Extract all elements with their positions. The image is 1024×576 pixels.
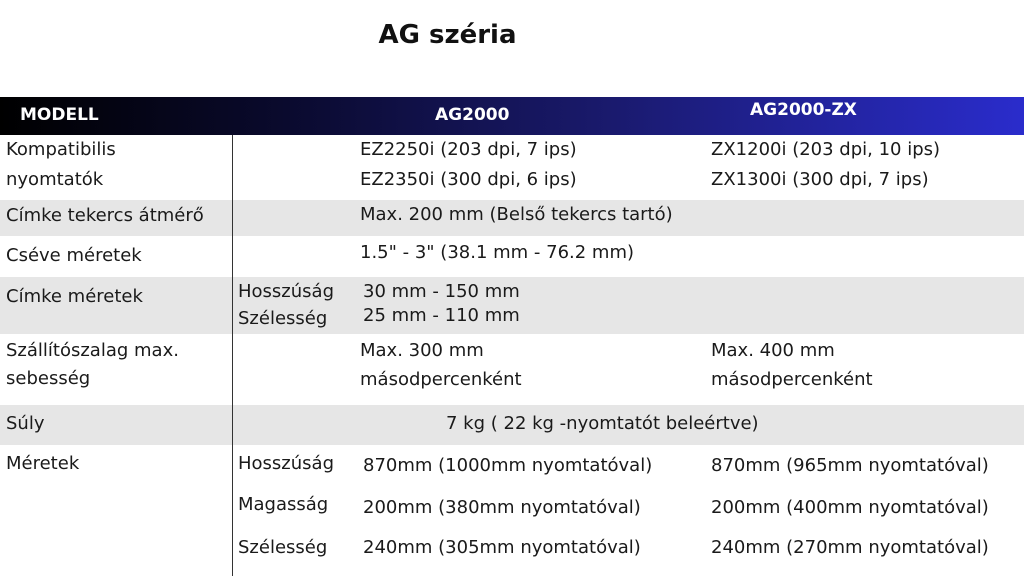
row-label: Címke méretek <box>6 286 143 307</box>
row-label: Címke tekercs átmérő <box>6 205 204 226</box>
table-row-roll-diameter <box>0 200 1024 236</box>
ag2000-speed: másodpercenként <box>360 369 522 390</box>
row-label: sebesség <box>6 368 91 389</box>
column-divider <box>232 135 233 576</box>
ag2000-dimension: 240mm (305mm nyomtatóval) <box>363 537 641 558</box>
ag2000-dimension: 870mm (1000mm nyomtatóval) <box>363 455 653 476</box>
row-label: Szállítószalag max. <box>6 340 179 361</box>
sub-label: Hosszúság <box>238 281 334 302</box>
table-row-printers <box>0 135 1024 200</box>
ag2000zx-dimension: 240mm (270mm nyomtatóval) <box>711 537 989 558</box>
sub-label: Szélesség <box>238 537 328 558</box>
table-row-label-size <box>0 277 1024 334</box>
row-value: 7 kg ( 22 kg -nyomtatót beleértve) <box>446 413 759 434</box>
row-value: 25 mm - 110 mm <box>363 305 520 326</box>
sub-label: Szélesség <box>238 308 328 329</box>
sub-label: Magasság <box>238 494 329 515</box>
ag2000-printer: EZ2350i (300 dpi, 6 ips) <box>360 169 577 190</box>
ag2000zx-printer: ZX1200i (203 dpi, 10 ips) <box>711 139 941 160</box>
row-label: Méretek <box>6 453 80 474</box>
sub-label: Hosszúság <box>238 453 334 474</box>
table-row-dimensions <box>0 445 1024 576</box>
table-row-weight <box>0 405 1024 445</box>
row-value: Max. 200 mm (Belső tekercs tartó) <box>360 204 673 225</box>
row-value: 30 mm - 150 mm <box>363 281 520 302</box>
header-model: MODELL <box>20 105 99 125</box>
row-value: 1.5" - 3" (38.1 mm - 76.2 mm) <box>360 242 635 263</box>
ag2000-dimension: 200mm (380mm nyomtatóval) <box>363 497 641 518</box>
table-row-core <box>0 236 1024 277</box>
ag2000-printer: EZ2250i (203 dpi, 7 ips) <box>360 139 577 160</box>
row-label: nyomtatók <box>6 169 104 190</box>
ag2000zx-dimension: 870mm (965mm nyomtatóval) <box>711 455 989 476</box>
ag2000zx-printer: ZX1300i (300 dpi, 7 ips) <box>711 169 929 190</box>
ag2000zx-speed: Max. 400 mm <box>711 340 835 361</box>
row-label: Súly <box>6 413 45 434</box>
ag2000-speed: Max. 300 mm <box>360 340 484 361</box>
page-title: AG széria <box>378 20 517 50</box>
header-ag2000-zx: AG2000-ZX <box>750 100 857 120</box>
row-label: Cséve méretek <box>6 245 142 266</box>
table-row-speed <box>0 334 1024 405</box>
ag2000zx-dimension: 200mm (400mm nyomtatóval) <box>711 497 989 518</box>
row-label: Kompatibilis <box>6 139 116 160</box>
ag2000zx-speed: másodpercenként <box>711 369 873 390</box>
header-ag2000: AG2000 <box>435 105 510 125</box>
table-header <box>0 97 1024 135</box>
